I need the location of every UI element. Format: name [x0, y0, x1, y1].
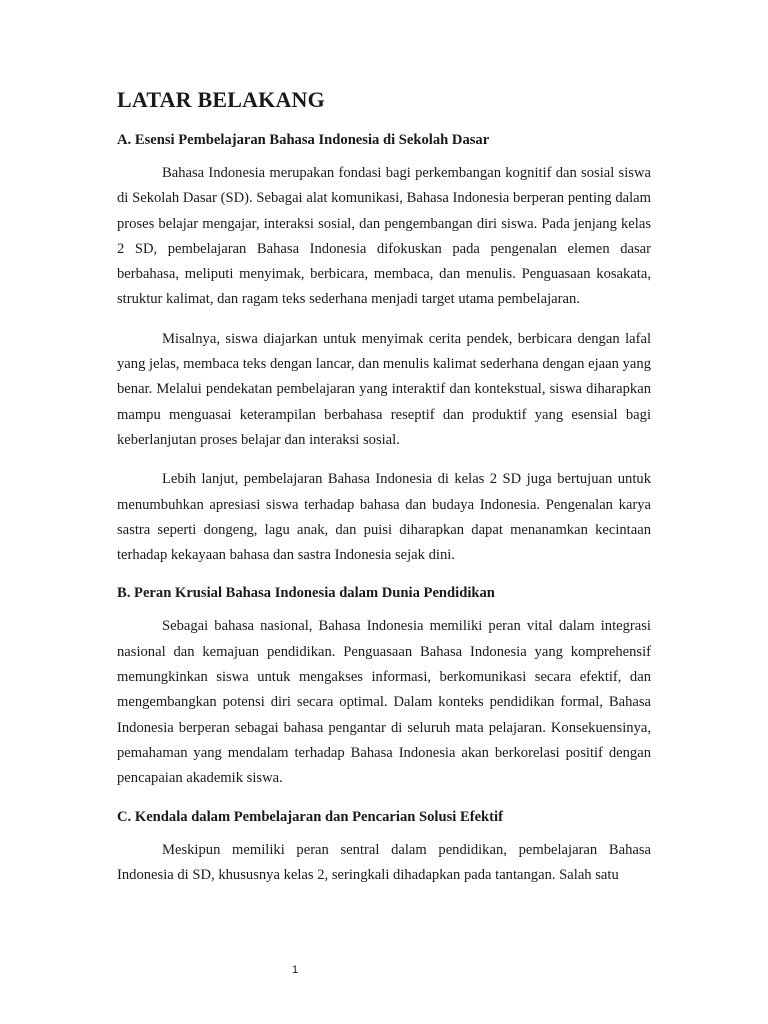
paragraph: Sebagai bahasa nasional, Bahasa Indonesia memiliki peran vital dalam integrasi nasional dan kemajuan pendidikan. Penguasaan Bahasa Indonesia yang komprehensif memungkinkan siswa untuk mengakses informasi, berkomunikasi secara efektif, dan mengembangkan potensi diri secara optimal. Dalam konteks pendidikan formal, Bahasa Indonesia berperan sebagai bahasa pengantar di seluruh mata pelajaran. Konsekuensinya, pemahaman yang mendalam terhadap Bahasa Indonesia akan berkorelasi positif dengan pencapaian akademik siswa.	[117, 618, 651, 787]
section-heading-c: C. Kendala dalam Pembelajaran dan Pencarian Solusi Efektif	[117, 808, 503, 825]
paragraph: Misalnya, siswa diajarkan untuk menyimak cerita pendek, berbicara dengan lafal yang jelas, membaca teks dengan lancar, dan menulis kalimat sederhana dengan ejaan yang benar. Melalui pendekatan pembelajaran yang interaktif dan kontekstual, siswa diharapkan mampu menguasai keterampilan berbahasa reseptif dan produktif yang esensial bagi keberlanjutan proses belajar dan interaksi sosial.	[117, 330, 651, 448]
document-title: LATAR BELAKANG	[117, 87, 325, 112]
page-number: 1	[291, 964, 299, 976]
paragraph: Meskipun memiliki peran sentral dalam pendidikan, pembelajaran Bahasa Indonesia di SD, khususnya kelas 2, seringkali dihadapkan pada tantangan. Salah satu	[117, 841, 651, 883]
paragraph: Bahasa Indonesia merupakan fondasi bagi perkembangan kognitif dan sosial siswa di Sekolah Dasar (SD). Sebagai alat komunikasi, Bahasa Indonesia berperan penting dalam proses belajar mengajar, interaksi sosial, dan pengembangan diri siswa. Pada jenjang kelas 2 SD, pembelajaran Bahasa Indonesia difokuskan pada pengenalan elemen dasar berbahasa, meliputi menyimak, berbicara, membaca, dan menulis. Penguasaan kosakata, struktur kalimat, dan ragam teks sederhana menjadi target utama pembelajaran.	[117, 165, 651, 308]
page-content	[117, 83, 651, 898]
section-heading-a: A. Esensi Pembelajaran Bahasa Indonesia di Sekolah Dasar	[117, 132, 490, 148]
paragraph: Lebih lanjut, pembelajaran Bahasa Indonesia di kelas 2 SD juga bertujuan untuk menumbuhkan apresiasi siswa terhadap bahasa dan budaya Indonesia. Pengenalan karya sastra seperti dongeng, lagu anak, dan puisi diharapkan dapat menanamkan kecintaan terhadap kekayaan bahasa dan sastra Indonesia sejak dini.	[117, 471, 651, 564]
section-heading-b: B. Peran Krusial Bahasa Indonesia dalam Dunia Pendidikan	[117, 585, 495, 602]
